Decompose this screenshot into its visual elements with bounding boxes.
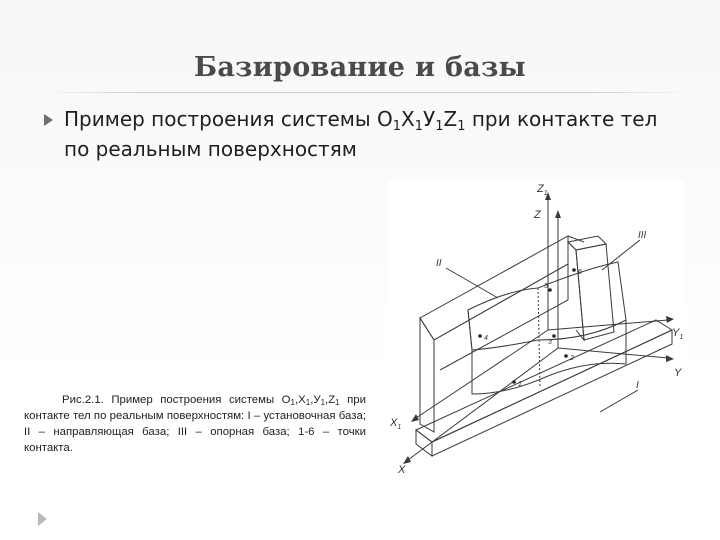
label-z1-sub: 1 <box>543 190 548 197</box>
label-z: Z <box>534 209 541 221</box>
label-pt-2: 2 <box>570 355 574 362</box>
contact-point-3 <box>552 334 556 338</box>
label-x1 <box>389 417 401 431</box>
y1-arrow <box>666 316 674 323</box>
bullet-text-c: У <box>423 107 436 131</box>
figure-svg <box>388 180 684 476</box>
contact-point-2 <box>564 354 568 358</box>
caption-part3: ,У <box>310 394 321 406</box>
title-divider <box>40 92 690 93</box>
leader-lines <box>446 240 640 412</box>
base-top <box>416 320 672 442</box>
leader-base-2 <box>446 268 498 298</box>
label-x1-main: X <box>390 417 398 429</box>
bullet-sub-c: 1 <box>435 119 444 134</box>
caption-part5: при контакте тел по реальным поверхностям: I – установочная база; II – направляющая база; III – опорная база; 1-6 – точки контакта. <box>24 394 366 454</box>
bullet-text-d: Z <box>443 107 458 131</box>
x1-arrow <box>411 414 419 422</box>
label-x: X <box>398 464 406 476</box>
label-y: Y <box>674 367 682 379</box>
caption-part4: ,Z <box>325 394 336 406</box>
bullet-text-b: Х <box>401 107 415 131</box>
label-base-1: I <box>636 380 639 391</box>
contact-point-6 <box>572 268 576 272</box>
label-y1 <box>672 327 683 341</box>
workpiece-midline <box>538 288 540 388</box>
label-y1-main: Y <box>672 327 680 339</box>
slide-title: Базирование и базы <box>194 52 526 83</box>
y-arrow <box>666 355 674 362</box>
label-pt-1: 1 <box>518 381 522 388</box>
x-axis <box>408 348 558 460</box>
bullet-text <box>64 104 684 164</box>
contact-point-4 <box>478 334 482 338</box>
label-x1-sub: 1 <box>397 424 402 431</box>
bullet-text-a: Пример построения системы О <box>64 107 393 131</box>
bullet-sub-a: 1 <box>392 119 402 134</box>
caption-sub3: 1 <box>320 398 326 407</box>
bullet-arrow-icon <box>44 114 53 126</box>
label-z1 <box>536 183 548 197</box>
workpiece <box>468 262 626 394</box>
workpiece-top <box>468 262 626 350</box>
label-z1-main: Z <box>537 183 544 195</box>
label-base-2: II <box>436 258 442 269</box>
caption-part1: Рис.2.1. Пример построения системы О <box>62 394 291 406</box>
caption-sub4: 1 <box>335 398 340 407</box>
bullet-sub-d: 1 <box>457 119 466 134</box>
support-post <box>568 236 614 340</box>
contact-point-5 <box>548 288 552 292</box>
label-pt-5: 5 <box>544 283 548 290</box>
x-arrow <box>403 456 411 464</box>
z-arrow <box>555 210 561 218</box>
leader-base-1 <box>600 390 638 412</box>
label-pt-4: 4 <box>484 335 488 342</box>
label-pt-6: 6 <box>578 269 582 276</box>
label-base-3: III <box>638 230 647 241</box>
leader-base-3 <box>602 240 640 270</box>
label-y1-sub: 1 <box>679 334 684 341</box>
bullet-sub-b: 1 <box>414 119 424 134</box>
slide-nav-arrow-icon[interactable] <box>38 512 47 526</box>
workpiece-front <box>472 320 626 394</box>
y-axis <box>558 348 668 358</box>
caption-sub1: 1 <box>290 398 295 407</box>
figure-caption <box>24 392 366 456</box>
wall-left <box>420 318 434 432</box>
caption-part2: ,Х <box>294 394 306 406</box>
caption-sub2: 1 <box>305 398 311 407</box>
figure-drawing <box>388 180 684 476</box>
label-pt-3: 3 <box>548 339 552 346</box>
post-side <box>568 242 584 340</box>
contact-point-1 <box>512 380 516 384</box>
bullet-text-e: при контакте тел по реальным поверхностям <box>64 107 658 161</box>
guide-wall <box>420 236 584 432</box>
base-front <box>432 330 672 456</box>
